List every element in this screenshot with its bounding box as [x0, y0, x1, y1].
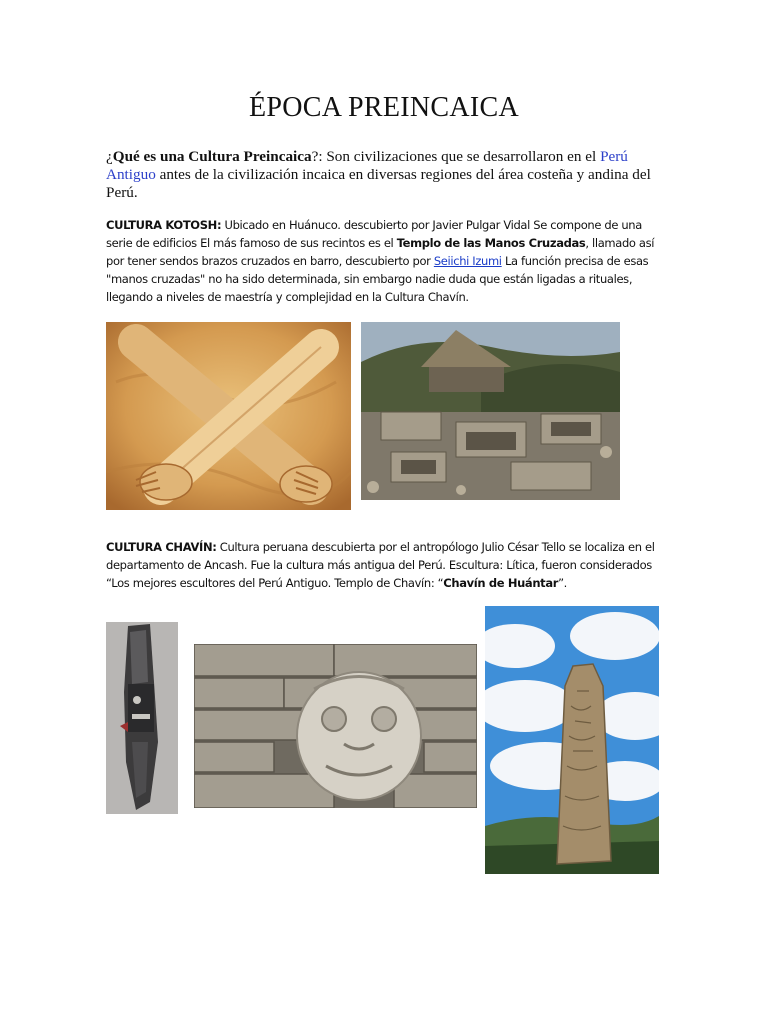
peru-antiguo-link[interactable]: Perú Antiguo — [106, 148, 628, 183]
chavin-obelisk-image — [485, 606, 659, 874]
intro-paragraph — [106, 148, 666, 202]
chavin-paragraph — [106, 538, 662, 592]
document-title: ÉPOCA PREINCAICA — [248, 92, 520, 123]
intro-question: Qué es una Cultura Preincaica — [112, 148, 312, 165]
kotosh-ruins-image — [361, 322, 620, 500]
kotosh-text-2: , llamado así por tener sendos brazos cruzados en barro, descubierto por — [106, 236, 655, 268]
chavin-text-2: ”. — [558, 576, 567, 590]
chavin-de-huantar: Chavín de Huántar — [443, 576, 559, 590]
chavin-text-1: Cultura peruana descubierta por el antropólogo Julio César Tello se localiza en el departamento de Ancash. Fue la cultura más antigua del Perú. Escultura: Lítica, fueron considerados “Los mejores escultores del Perú Antiguo. Templo de Chavín: “ — [106, 540, 655, 590]
carved-stone-artifact-image — [106, 622, 178, 814]
cabeza-clava-image — [194, 644, 477, 808]
crossed-hands-image — [106, 322, 351, 510]
intro-text: ?: Son civilizaciones que se desarrollaron en el — [311, 148, 601, 165]
kotosh-text-3: La función precisa de esas "manos cruzadas" no ha sido determinada, sin embargo nadie duda que están ligadas a rituales, llegando a niveles de maestría y complejidad en la Cultura Chavín. — [106, 254, 649, 304]
kotosh-temple-name: Templo de las Manos Cruzadas — [396, 236, 586, 250]
chavin-heading: CULTURA CHAVÍN: — [106, 540, 217, 554]
kotosh-text-1: Ubicado en Huánuco. descubierto por Javier Pulgar Vidal Se compone de una serie de edificios El más famoso de sus recintos es el — [106, 218, 642, 250]
intro-open-mark: ¿ — [106, 148, 113, 165]
intro-rest: antes de la civilización incaica en diversas regiones del área costeña y andina del Perú. — [106, 166, 651, 201]
kotosh-heading: CULTURA KOTOSH: — [106, 218, 222, 232]
kotosh-paragraph — [106, 216, 662, 306]
seiichi-izumi-link[interactable]: Seiichi Izumi — [433, 254, 502, 268]
